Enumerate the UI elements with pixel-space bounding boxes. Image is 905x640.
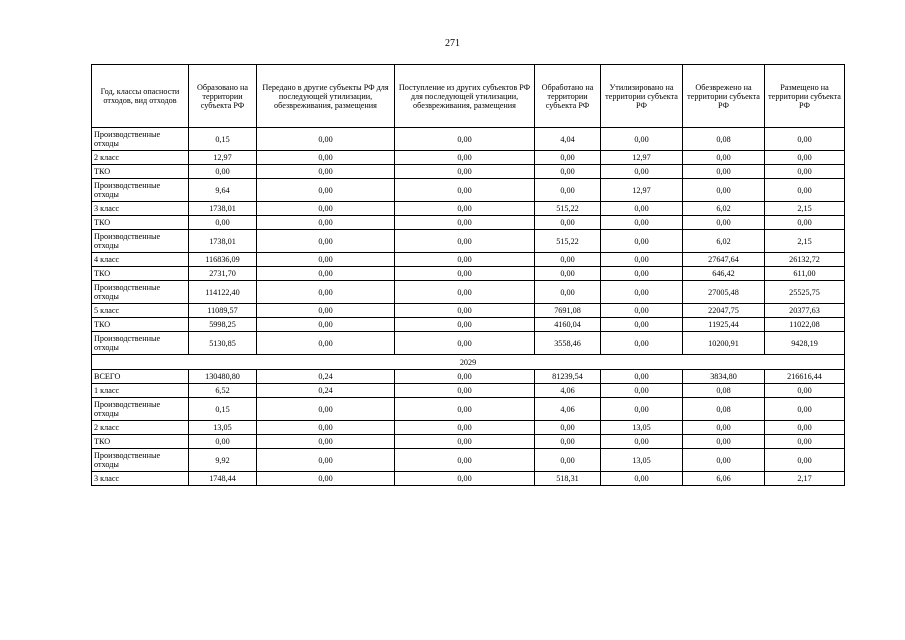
row-label-cell: 4 класс	[92, 253, 189, 267]
value-cell: 116836,09	[189, 253, 257, 267]
value-cell: 0,00	[601, 216, 683, 230]
value-cell: 0,00	[601, 332, 683, 355]
table-row	[92, 398, 845, 421]
value-cell: 0,00	[395, 267, 535, 281]
value-cell: 0,00	[395, 318, 535, 332]
value-cell: 0,00	[601, 267, 683, 281]
value-cell: 0,00	[601, 384, 683, 398]
header-cell: Поступление из других субъектов РФ для последующей утилизации, обезвреживания, размещения	[395, 65, 535, 128]
value-cell: 0,00	[257, 151, 395, 165]
value-cell: 0,00	[257, 202, 395, 216]
table-body-after	[92, 370, 845, 486]
table-row	[92, 472, 845, 486]
value-cell: 0,00	[395, 332, 535, 355]
value-cell: 0,00	[535, 165, 601, 179]
value-cell: 0,00	[257, 304, 395, 318]
value-cell: 0,00	[257, 267, 395, 281]
value-cell: 0,00	[395, 370, 535, 384]
value-cell: 5998,25	[189, 318, 257, 332]
value-cell: 515,22	[535, 230, 601, 253]
value-cell: 646,42	[683, 267, 765, 281]
value-cell: 0,00	[765, 165, 845, 179]
value-cell: 0,00	[395, 230, 535, 253]
row-label-cell: Производственные отходы	[92, 179, 189, 202]
value-cell: 0,00	[601, 128, 683, 151]
value-cell: 0,00	[257, 398, 395, 421]
value-cell: 0,00	[535, 435, 601, 449]
value-cell: 0,08	[683, 128, 765, 151]
value-cell: 13,05	[189, 421, 257, 435]
value-cell: 4,06	[535, 398, 601, 421]
page-number: 271	[445, 38, 460, 49]
table-row	[92, 128, 845, 151]
value-cell: 4160,04	[535, 318, 601, 332]
value-cell: 3558,46	[535, 332, 601, 355]
value-cell: 0,00	[257, 253, 395, 267]
value-cell: 81239,54	[535, 370, 601, 384]
row-label-cell: ТКО	[92, 165, 189, 179]
value-cell: 13,05	[601, 449, 683, 472]
value-cell: 0,00	[535, 281, 601, 304]
value-cell: 6,02	[683, 202, 765, 216]
value-cell: 11089,57	[189, 304, 257, 318]
value-cell: 9,64	[189, 179, 257, 202]
value-cell: 0,00	[257, 281, 395, 304]
value-cell: 0,00	[765, 384, 845, 398]
table-row	[92, 318, 845, 332]
table-row	[92, 253, 845, 267]
value-cell: 0,00	[257, 472, 395, 486]
year-row	[92, 355, 845, 370]
row-label-cell: Производственные отходы	[92, 398, 189, 421]
value-cell: 0,00	[535, 253, 601, 267]
table-row	[92, 332, 845, 355]
value-cell: 7691,08	[535, 304, 601, 318]
value-cell: 611,00	[765, 267, 845, 281]
value-cell: 0,00	[601, 318, 683, 332]
value-cell: 0,00	[257, 449, 395, 472]
value-cell: 0,00	[395, 384, 535, 398]
value-cell: 6,52	[189, 384, 257, 398]
value-cell: 1738,01	[189, 202, 257, 216]
value-cell: 0,00	[765, 151, 845, 165]
table-row	[92, 267, 845, 281]
value-cell: 0,15	[189, 128, 257, 151]
value-cell: 0,00	[601, 370, 683, 384]
header-cell: Передано в другие субъекты РФ для последующей утилизации, обезвреживания, размещения	[257, 65, 395, 128]
row-label-cell: ТКО	[92, 216, 189, 230]
value-cell: 0,00	[257, 421, 395, 435]
value-cell: 0,00	[395, 253, 535, 267]
value-cell: 0,00	[395, 449, 535, 472]
value-cell: 216616,44	[765, 370, 845, 384]
header-row	[92, 65, 845, 128]
value-cell: 0,00	[535, 449, 601, 472]
value-cell: 0,00	[395, 398, 535, 421]
value-cell: 0,00	[601, 202, 683, 216]
value-cell: 26132,72	[765, 253, 845, 267]
row-label-cell: ТКО	[92, 267, 189, 281]
value-cell: 0,00	[765, 128, 845, 151]
value-cell: 0,00	[535, 421, 601, 435]
value-cell: 27647,64	[683, 253, 765, 267]
header-cell: Размещено на территории субъекта РФ	[765, 65, 845, 128]
value-cell: 9428,19	[765, 332, 845, 355]
value-cell: 0,00	[601, 472, 683, 486]
value-cell: 0,00	[765, 421, 845, 435]
value-cell: 0,00	[395, 281, 535, 304]
value-cell: 25525,75	[765, 281, 845, 304]
value-cell: 0,00	[765, 398, 845, 421]
value-cell: 12,97	[601, 179, 683, 202]
table-row	[92, 304, 845, 318]
value-cell: 515,22	[535, 202, 601, 216]
year-section	[92, 355, 845, 370]
value-cell: 12,97	[601, 151, 683, 165]
header-cell: Образовано на территории субъекта РФ	[189, 65, 257, 128]
year-label: 2029	[92, 355, 845, 370]
table-row	[92, 281, 845, 304]
waste-table	[91, 64, 845, 486]
value-cell: 2,15	[765, 230, 845, 253]
value-cell: 2,15	[765, 202, 845, 216]
value-cell: 0,00	[601, 435, 683, 449]
row-label-cell: Производственные отходы	[92, 332, 189, 355]
row-label-cell: 2 класс	[92, 421, 189, 435]
row-label-cell: 2 класс	[92, 151, 189, 165]
value-cell: 0,00	[395, 304, 535, 318]
value-cell: 0,00	[395, 128, 535, 151]
value-cell: 0,00	[257, 318, 395, 332]
table-row	[92, 370, 845, 384]
value-cell: 0,00	[601, 304, 683, 318]
row-label-cell: Производственные отходы	[92, 449, 189, 472]
value-cell: 9,92	[189, 449, 257, 472]
value-cell: 11925,44	[683, 318, 765, 332]
row-label-cell: 3 класс	[92, 202, 189, 216]
value-cell: 0,00	[765, 449, 845, 472]
value-cell: 518,31	[535, 472, 601, 486]
value-cell: 1738,01	[189, 230, 257, 253]
value-cell: 6,06	[683, 472, 765, 486]
header-cell: Обезврежено на территории субъекта РФ	[683, 65, 765, 128]
value-cell: 0,00	[189, 216, 257, 230]
value-cell: 27005,48	[683, 281, 765, 304]
value-cell: 0,00	[683, 421, 765, 435]
value-cell: 10200,91	[683, 332, 765, 355]
row-label-cell: Производственные отходы	[92, 230, 189, 253]
value-cell: 11022,08	[765, 318, 845, 332]
value-cell: 0,00	[395, 151, 535, 165]
value-cell: 0,00	[257, 179, 395, 202]
value-cell: 0,00	[765, 216, 845, 230]
value-cell: 0,00	[395, 202, 535, 216]
table-row	[92, 421, 845, 435]
value-cell: 13,05	[601, 421, 683, 435]
value-cell: 0,00	[683, 165, 765, 179]
table-row	[92, 216, 845, 230]
value-cell: 0,00	[395, 179, 535, 202]
value-cell: 0,00	[395, 216, 535, 230]
waste-table-container	[91, 64, 845, 486]
value-cell: 0,00	[683, 216, 765, 230]
table-row	[92, 230, 845, 253]
value-cell: 0,08	[683, 398, 765, 421]
value-cell: 22047,75	[683, 304, 765, 318]
value-cell: 6,02	[683, 230, 765, 253]
value-cell: 0,00	[395, 472, 535, 486]
value-cell: 0,00	[535, 151, 601, 165]
value-cell: 130480,80	[189, 370, 257, 384]
row-label-cell: 1 класс	[92, 384, 189, 398]
table-row	[92, 179, 845, 202]
value-cell: 0,00	[683, 151, 765, 165]
value-cell: 0,00	[535, 267, 601, 281]
value-cell: 0,00	[257, 230, 395, 253]
value-cell: 1748,44	[189, 472, 257, 486]
row-label-cell: ТКО	[92, 435, 189, 449]
value-cell: 0,00	[257, 216, 395, 230]
value-cell: 0,00	[765, 435, 845, 449]
table-body-before	[92, 128, 845, 355]
row-label-cell: ТКО	[92, 318, 189, 332]
value-cell: 0,00	[683, 449, 765, 472]
header-cell: Год, классы опасности отходов, вид отходов	[92, 65, 189, 128]
value-cell: 0,00	[535, 216, 601, 230]
row-label-cell: ВСЕГО	[92, 370, 189, 384]
value-cell: 0,00	[189, 435, 257, 449]
value-cell: 114122,40	[189, 281, 257, 304]
value-cell: 0,00	[257, 128, 395, 151]
value-cell: 0,00	[395, 421, 535, 435]
row-label-cell: Производственные отходы	[92, 128, 189, 151]
value-cell: 0,00	[683, 179, 765, 202]
header-cell: Утилизировано на территории субъекта РФ	[601, 65, 683, 128]
value-cell: 4,04	[535, 128, 601, 151]
value-cell: 0,08	[683, 384, 765, 398]
value-cell: 0,00	[395, 435, 535, 449]
value-cell: 4,06	[535, 384, 601, 398]
value-cell: 5130,85	[189, 332, 257, 355]
value-cell: 0,00	[395, 165, 535, 179]
value-cell: 0,24	[257, 370, 395, 384]
value-cell: 12,97	[189, 151, 257, 165]
value-cell: 0,00	[765, 179, 845, 202]
value-cell: 2731,70	[189, 267, 257, 281]
value-cell: 0,00	[601, 281, 683, 304]
value-cell: 0,00	[257, 165, 395, 179]
value-cell: 20377,63	[765, 304, 845, 318]
value-cell: 0,00	[189, 165, 257, 179]
row-label-cell: 5 класс	[92, 304, 189, 318]
value-cell: 0,15	[189, 398, 257, 421]
table-row	[92, 384, 845, 398]
table-row	[92, 151, 845, 165]
header-cell: Обработано на территории субъекта РФ	[535, 65, 601, 128]
value-cell: 3834,80	[683, 370, 765, 384]
table-row	[92, 202, 845, 216]
value-cell: 0,24	[257, 384, 395, 398]
value-cell: 0,00	[257, 332, 395, 355]
value-cell: 0,00	[601, 253, 683, 267]
value-cell: 0,00	[601, 165, 683, 179]
value-cell: 0,00	[683, 435, 765, 449]
row-label-cell: Производственные отходы	[92, 281, 189, 304]
value-cell: 2,17	[765, 472, 845, 486]
value-cell: 0,00	[601, 230, 683, 253]
table-row	[92, 435, 845, 449]
row-label-cell: 3 класс	[92, 472, 189, 486]
value-cell: 0,00	[535, 179, 601, 202]
table-row	[92, 165, 845, 179]
value-cell: 0,00	[257, 435, 395, 449]
value-cell: 0,00	[601, 398, 683, 421]
table-row	[92, 449, 845, 472]
